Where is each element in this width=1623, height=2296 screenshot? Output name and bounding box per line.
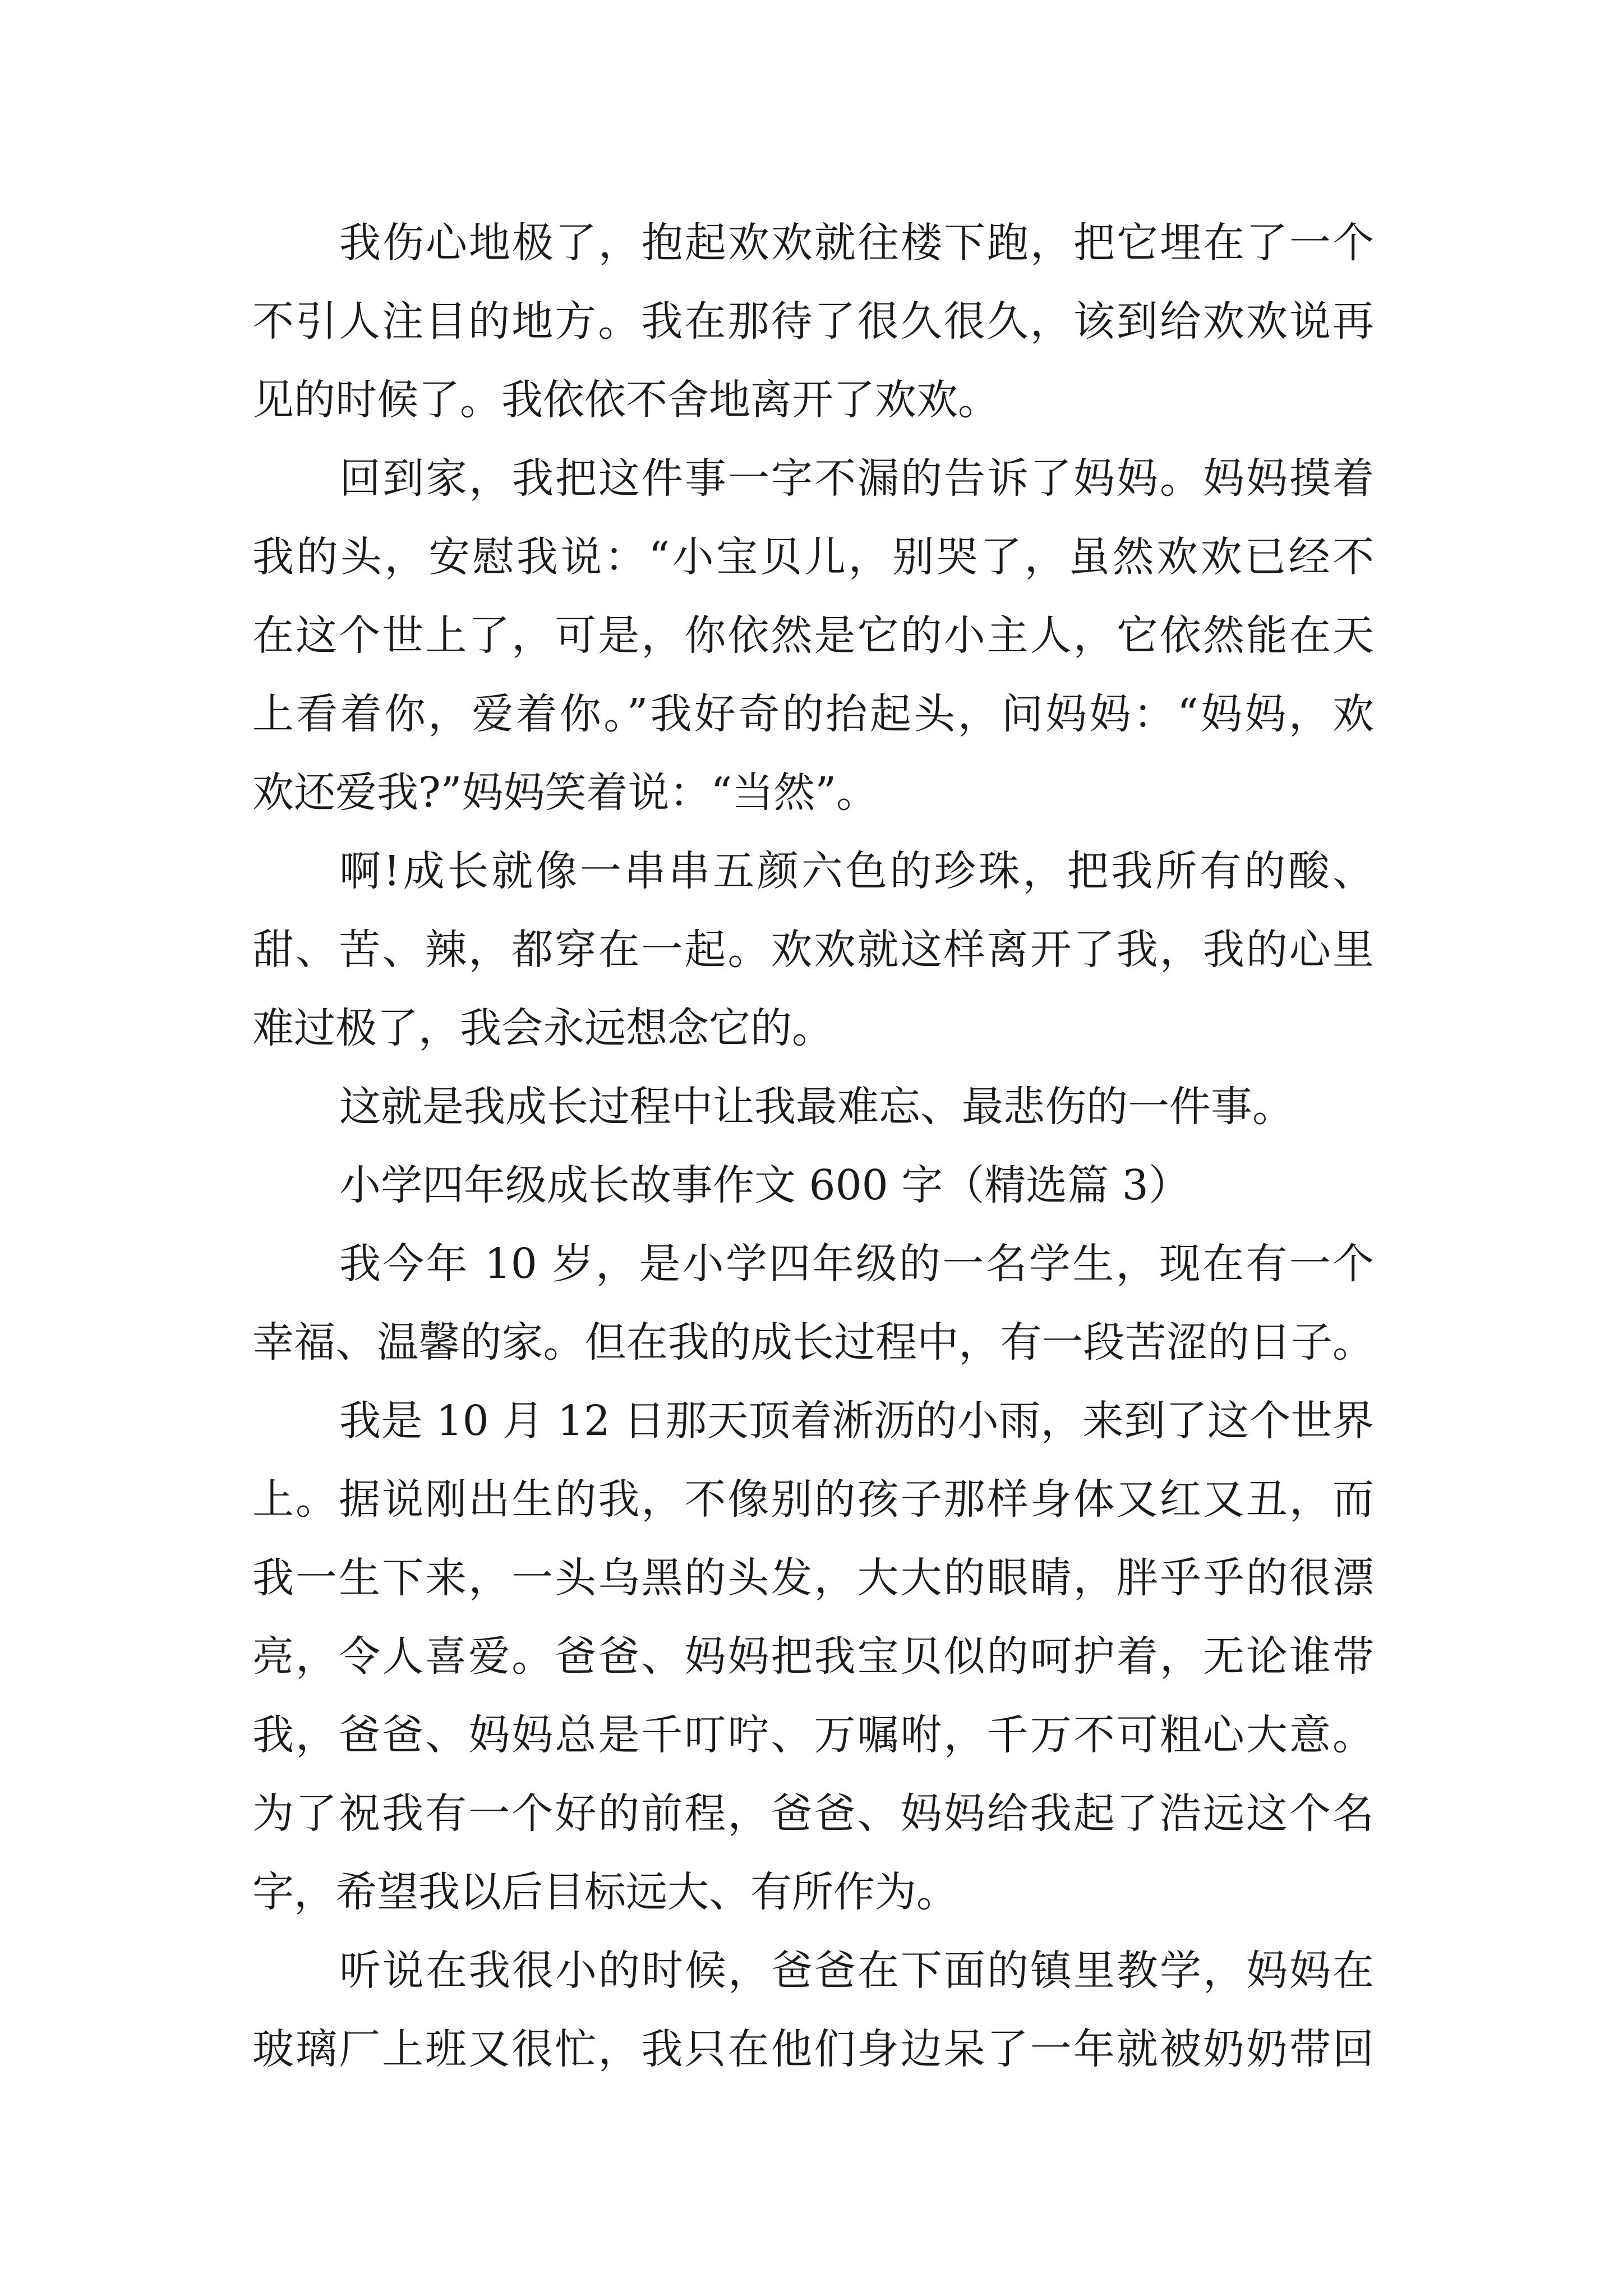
text-line: 啊!成长就像一串串五颜六色的珍珠，把我所有的酸、: [339, 847, 1374, 895]
text-line: 欢还爱我?”妈妈笑着说：“当然”。: [252, 769, 878, 817]
text-line: 我的头，安慰我说：“小宝贝儿，别哭了，虽然欢欢已经不: [252, 533, 1374, 581]
text-line: 难过极了，我会永远想念它的。: [252, 1004, 833, 1052]
text-line: 幸福、温馨的家。但在我的成长过程中，有一段苦涩的日子。: [252, 1318, 1374, 1366]
text-line: 这就是我成长过程中让我最难忘、最悲伤的一件事。: [339, 1083, 1294, 1131]
text-line: 我伤心地极了，抱起欢欢就往楼下跑，把它埋在了一个: [339, 219, 1374, 267]
text-line: 听说在我很小的时候，爸爸在下面的镇里教学，妈妈在: [339, 1947, 1374, 1995]
text-line: 字，希望我以后目标远大、有所作为。: [252, 1868, 958, 1916]
text-line: 回到家，我把这件事一字不漏的告诉了妈妈。妈妈摸着: [339, 454, 1374, 503]
text-line: 我，爸爸、妈妈总是千叮咛、万嘱咐，千万不可粗心大意。: [252, 1711, 1374, 1759]
text-line: 我一生下来，一头乌黑的头发，大大的眼睛，胖乎乎的很漂: [252, 1554, 1374, 1602]
section-heading: 小学四年级成长故事作文 600 字（精选篇 3）: [339, 1161, 1190, 1209]
text-line: 甜、苦、辣，都穿在一起。欢欢就这样离开了我，我的心里: [252, 926, 1374, 974]
text-line: 为了祝我有一个好的前程，爸爸、妈妈给我起了浩远这个名: [252, 1789, 1374, 1838]
text-line: 亮，令人喜爱。爸爸、妈妈把我宝贝似的呵护着，无论谁带: [252, 1632, 1374, 1681]
text-line: 上看着你，爱着你。”我好奇的抬起头，问妈妈：“妈妈，欢: [252, 690, 1374, 738]
text-line: 在这个世上了，可是，你依然是它的小主人，它依然能在天: [252, 611, 1374, 660]
text-line: 玻璃厂上班又很忙，我只在他们身边呆了一年就被奶奶带回: [252, 2025, 1374, 2073]
text-line: 上。据说刚出生的我，不像别的孩子那样身体又红又丑，而: [252, 1475, 1374, 1524]
text-line: 见的时候了。我依依不舍地离开了欢欢。: [252, 376, 999, 424]
text-line: 我今年 10 岁，是小学四年级的一名学生，现在有一个: [339, 1240, 1374, 1288]
text-line: 我是 10 月 12 日那天顶着淅沥的小雨，来到了这个世界: [339, 1397, 1374, 1445]
text-line: 不引人注目的地方。我在那待了很久很久，该到给欢欢说再: [252, 297, 1374, 346]
